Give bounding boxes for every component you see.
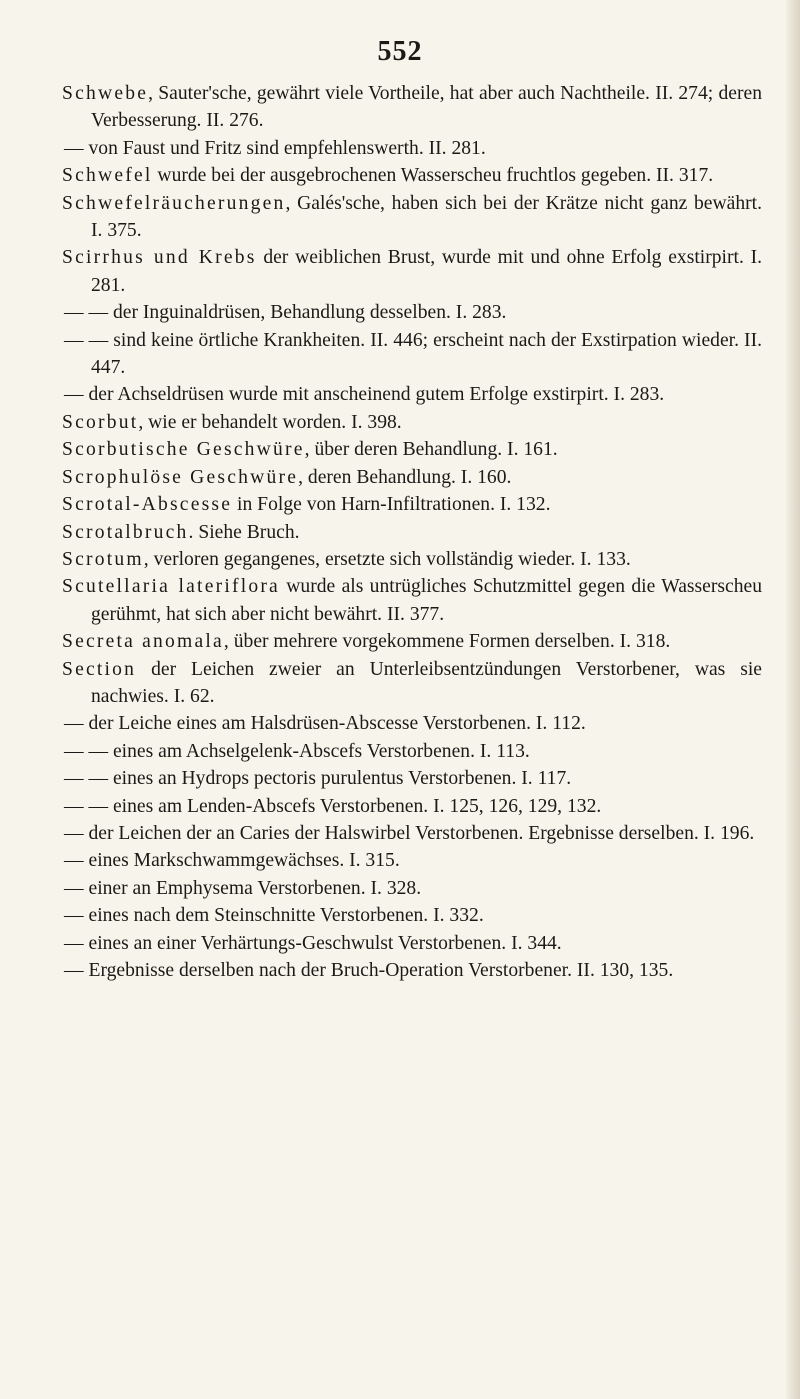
index-entry — [62, 381, 762, 408]
index-entry — [62, 244, 762, 299]
entry-headword: Scrotal-Abscesse — [62, 494, 233, 516]
entry-text: — von Faust und Fritz sind empfehlenswerth. II. 281. — [64, 137, 486, 159]
entry-text: , verloren gegangenes, ersetzte sich vollständig wieder. I. 133. — [143, 548, 631, 570]
index-entry — [62, 902, 762, 929]
entry-text: — der Achseldrüsen wurde mit anscheinend gutem Erfolge exstirpirt. I. 283. — [64, 384, 665, 406]
entry-headword: Schwefelräucherungen — [62, 192, 286, 214]
index-entry — [62, 80, 762, 135]
index-entry — [62, 710, 762, 737]
entry-text: — eines Markschwammgewächses. I. 315. — [64, 850, 400, 872]
entry-text: — der Leiche eines am Halsdrüsen-Abscesse Verstorbenen. I. 112. — [64, 713, 586, 735]
entry-headword: Scrotalbruch — [62, 521, 189, 543]
page-edge-shadow — [786, 0, 800, 1399]
entry-text: — eines nach dem Steinschnitte Verstorbenen. I. 332. — [64, 905, 484, 927]
index-entry — [62, 135, 762, 162]
entry-headword: Scorbutische Geschwüre — [62, 439, 305, 461]
entry-headword: Schwebe — [62, 83, 149, 104]
entry-text: — — eines an Hydrops pectoris purulentus Verstorbenen. I. 117. — [64, 768, 572, 790]
entry-headword: Scutellaria lateriflora — [62, 576, 280, 598]
index-entry — [62, 957, 762, 984]
entry-headword: Schwefel — [62, 165, 153, 187]
entry-text: , wie er behandelt worden. I. 398. — [138, 411, 402, 433]
index-entry — [62, 793, 762, 820]
index-entry — [62, 930, 762, 957]
index-entry — [62, 519, 762, 546]
entry-text: , deren Behandlung. I. 160. — [298, 466, 512, 488]
index-entry — [62, 491, 762, 518]
entry-text: , über deren Behandlung. I. 161. — [304, 439, 558, 461]
entry-headword: Scirrhus und Krebs — [62, 247, 257, 269]
entry-text: — — eines am Achselgelenk-Abscefs Verstorbenen. I. 113. — [64, 740, 530, 762]
entry-text: — — sind keine örtliche Krankheiten. II. 446; erscheint nach der Exstirpation wieder. II. 447. — [64, 329, 762, 379]
entry-headword: Scrotum — [62, 548, 144, 570]
entry-text: , über mehrere vorgekommene Formen derselben. I. 318. — [223, 631, 671, 653]
entry-text: — — der Inguinaldrüsen, Behandlung desselben. I. 283. — [64, 302, 507, 324]
entry-text: wurde bei der ausgebrochenen Wasserscheu fruchtlos gegeben. II. 317. — [152, 165, 714, 187]
index-entry — [62, 327, 762, 382]
entry-text: — Ergebnisse derselben nach der Bruch-Operation Verstorbener. II. 130, 135. — [64, 960, 674, 981]
index-entry — [62, 875, 762, 902]
entry-text: — einer an Emphysema Verstorbenen. I. 328. — [64, 877, 422, 899]
entry-headword: Scrophulöse Geschwüre — [62, 466, 299, 488]
entry-text: der Leichen zweier an Unterleibsentzündungen Verstorbener, was sie nachwies. I. 62. — [91, 658, 762, 707]
entry-headword: Scorbut — [62, 411, 139, 433]
index-entry — [62, 738, 762, 765]
page-number: 552 — [377, 36, 423, 67]
index-entry — [62, 409, 762, 436]
entry-text: . Siehe Bruch. — [188, 521, 300, 543]
entry-text: , Galés'sche, haben sich bei der Krätze nicht ganz bewährt. I. 375. — [91, 192, 762, 242]
index-entry — [62, 190, 762, 245]
index-entry — [62, 299, 762, 326]
index-entry — [62, 436, 762, 463]
index-entry — [62, 847, 762, 874]
entry-text: — eines an einer Verhärtungs-Geschwulst Verstorbenen. I. 344. — [64, 932, 562, 954]
entry-text: , Sauter'sche, gewährt viele Vortheile, hat aber auch Nachtheile. II. 274; deren Verbesserung. II. 276. — [91, 83, 762, 132]
index-entry — [62, 656, 762, 711]
entry-headword: Secreta anomala — [62, 631, 224, 653]
entry-text: in Folge von Harn-Infiltrationen. I. 132. — [232, 494, 551, 516]
entry-headword: Section — [62, 658, 137, 680]
index-entry — [62, 573, 762, 628]
index-entry — [62, 820, 762, 847]
entry-text: — der Leichen der an Caries der Halswirbel Verstorbenen. Ergebnisse derselben. I. 196. — [64, 822, 755, 844]
entry-text: wurde als untrügliches Schutzmittel gegen die Wasserscheu gerühmt, hat sich aber nicht bewährt. II. 377. — [91, 576, 762, 625]
index-entry — [62, 628, 762, 655]
entry-text: der weiblichen Brust, wurde mit und ohne Erfolg exstirpirt. I. 281. — [91, 247, 763, 296]
index-entry — [62, 546, 762, 573]
entry-text: — — eines am Lenden-Abscefs Verstorbenen. I. 125, 126, 129, 132. — [64, 795, 602, 817]
index-entry — [62, 162, 762, 189]
index-entry — [62, 765, 762, 792]
index-entry — [62, 464, 762, 491]
index-entries — [62, 80, 762, 984]
